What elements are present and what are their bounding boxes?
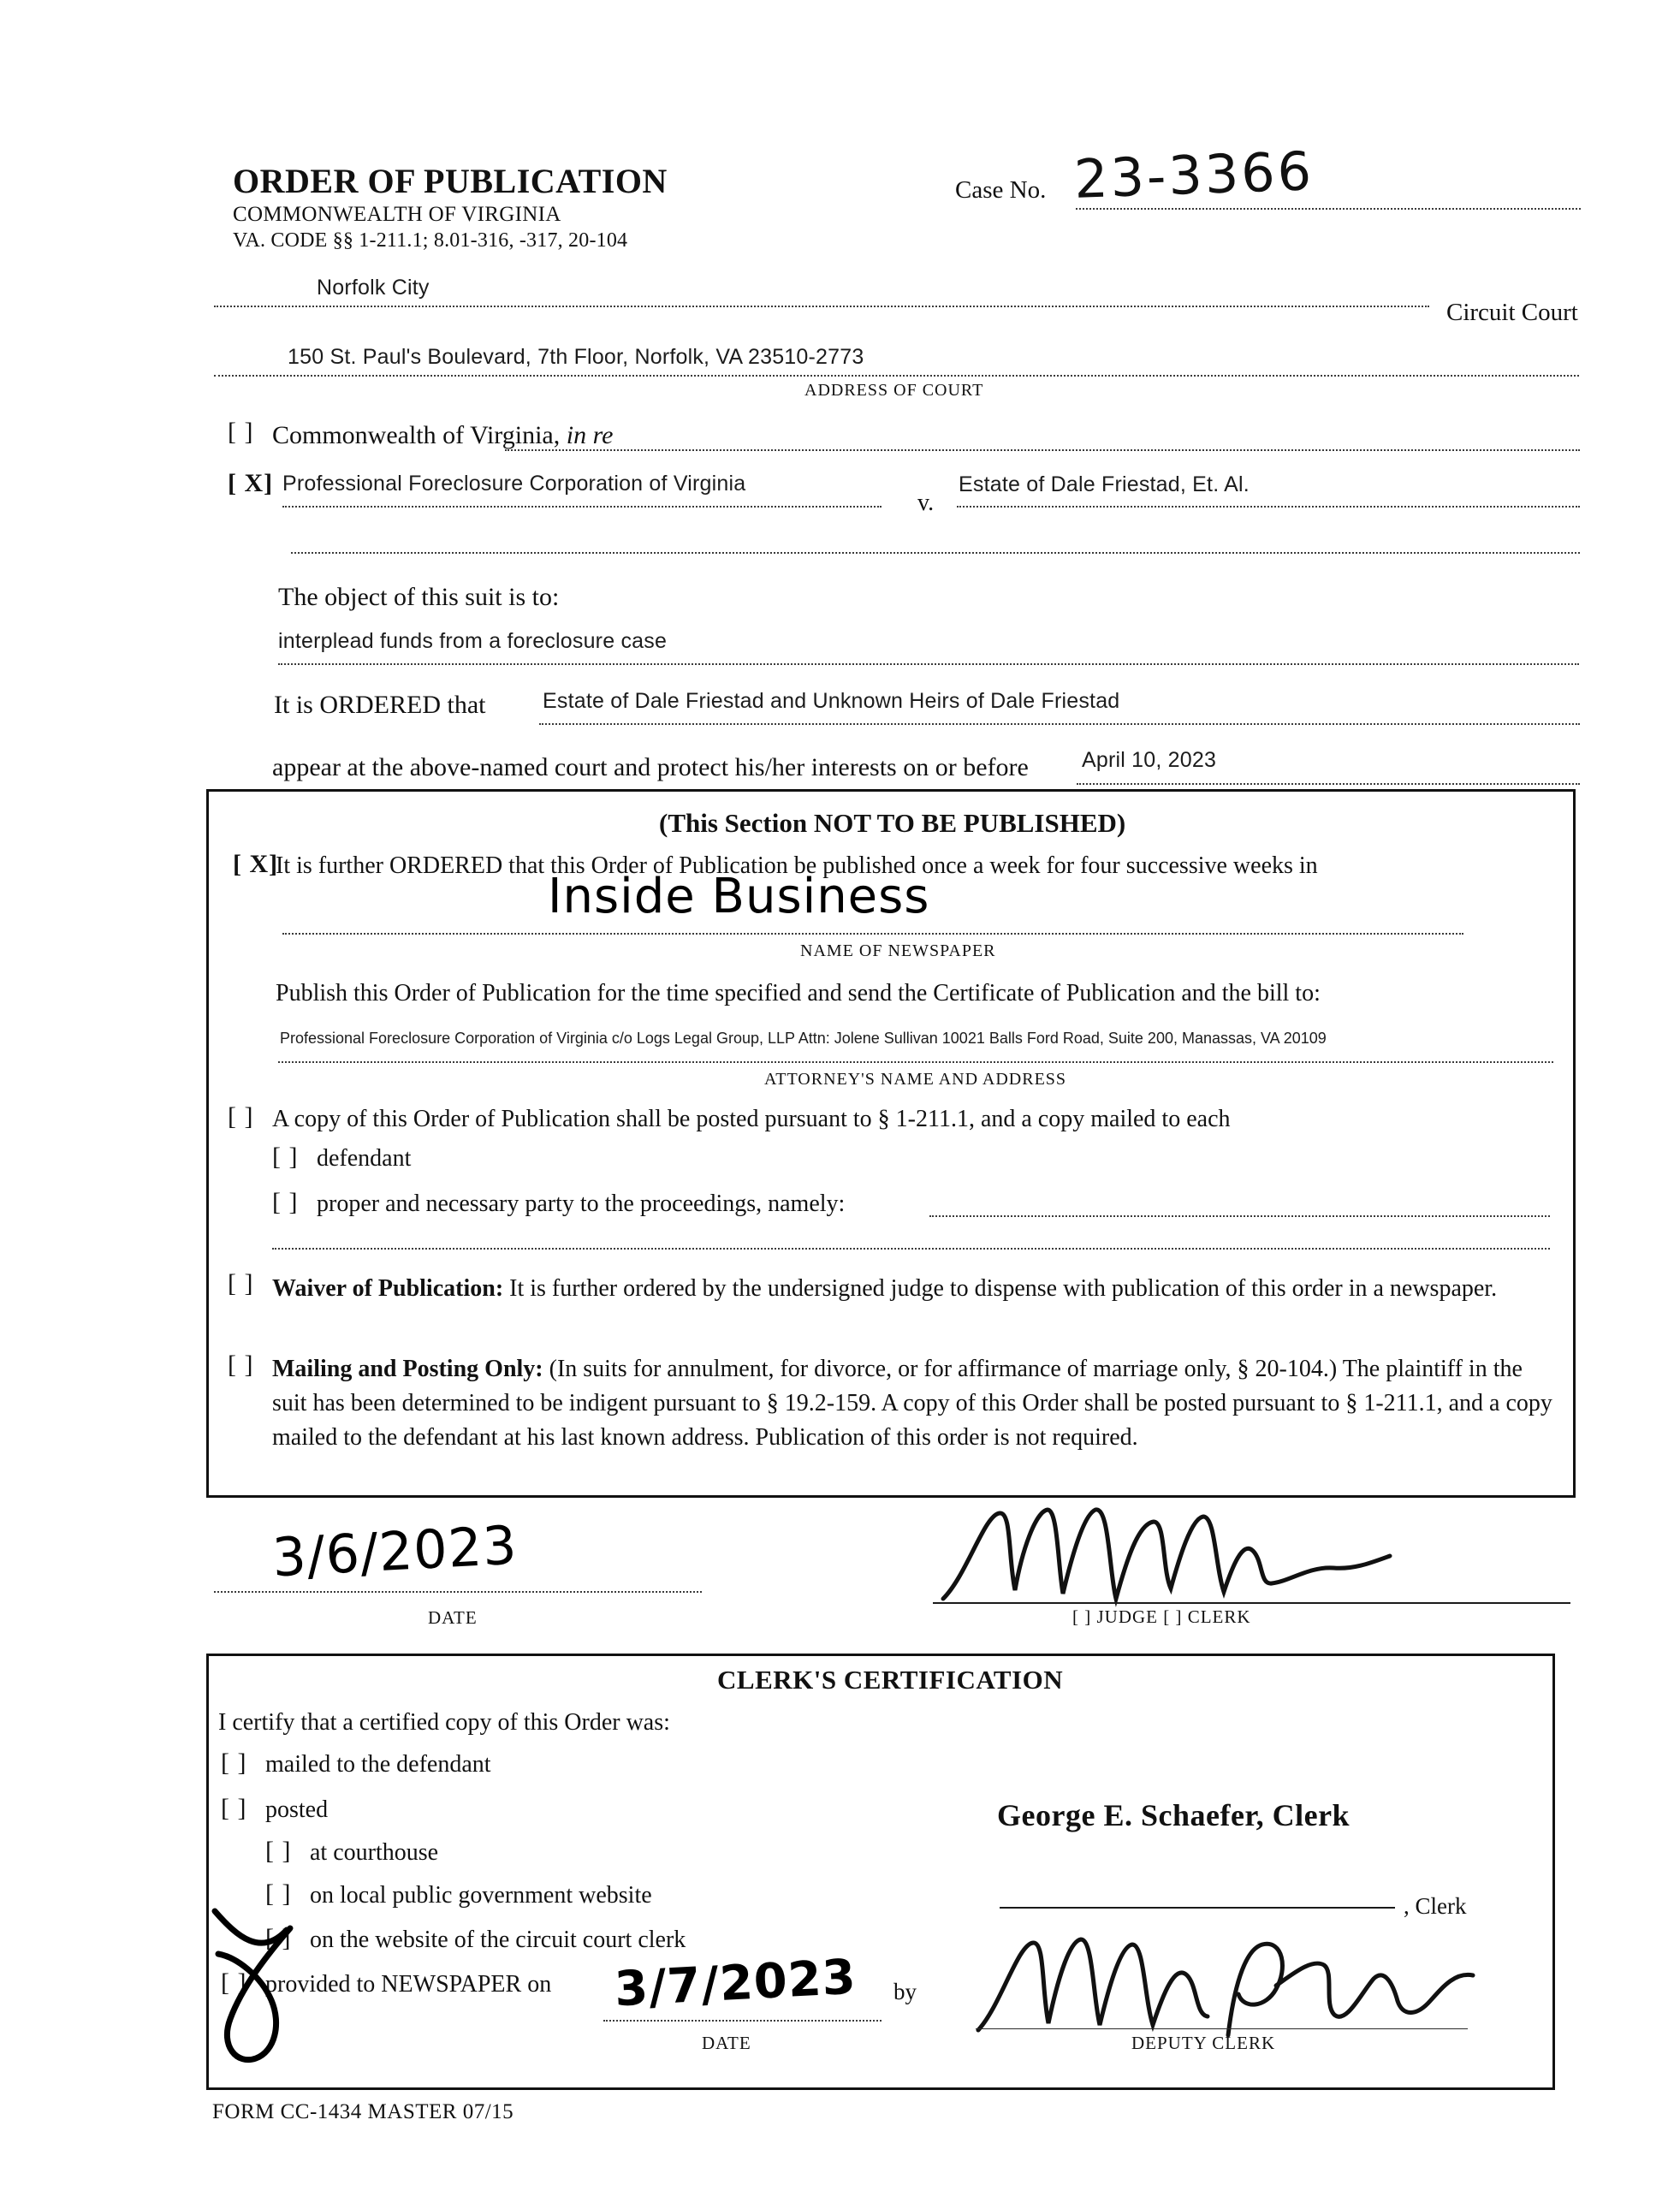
certification-date-rule [603,2020,882,2022]
checkbox-defendant[interactable]: [ ] [272,1143,299,1171]
order-date-rule [214,1591,702,1593]
certification-date-value[interactable]: 3/7/2023 [613,1949,858,2018]
checkbox-provided-to-newspaper[interactable]: [ ] [221,1968,247,1997]
attorney-address-rule [278,1061,1553,1063]
checkbox-waiver-of-publication[interactable]: [ ] [228,1269,254,1297]
newspaper-name-rule [282,933,1463,935]
case-number-label: Case No. [955,176,1047,204]
posted-label: posted [265,1796,329,1823]
mailing-body: (In suits for annulment, for divorce, or for affirmance of marriage only, § 20-104.) The plaintiff in the suit has been determined to be indigent pursuant to § 19.2-159. A copy of this Order shall be posted pursuant to § 1-211.1, and a copy mailed to the defendant at his last known address. Publication of this order is not required. [272,1356,1552,1451]
party-rule-second [291,552,1580,554]
ordered-party-value[interactable]: Estate of Dale Friestad and Unknown Heirs of Dale Friestad [543,689,1120,713]
it-is-ordered-label: It is ORDERED that [274,691,486,719]
circuit-court-label: Circuit Court [1446,299,1578,326]
form-id-footer: FORM CC-1434 MASTER 07/15 [212,2100,514,2123]
newspaper-name-value[interactable]: Inside Business [548,869,930,924]
proper-party-rule-2 [272,1248,1550,1250]
checkbox-circuit-court-clerk-website[interactable]: [ ] [265,1924,292,1952]
judge-clerk-signature-rule [933,1602,1570,1604]
in-re-rule [505,449,1580,451]
proper-party-rule-1 [929,1215,1550,1217]
court-name-rule [214,306,1429,307]
case-number-value[interactable]: 23-3366 [1072,140,1315,211]
va-code-subtitle: VA. CODE §§ 1-211.1; 8.01-316, -317, 20-104 [233,229,628,252]
in-re-label: in re [566,421,614,449]
checkbox-proper-party[interactable]: [ ] [272,1188,299,1216]
circuit-court-clerk-website-label: on the website of the circuit court clerk [310,1927,686,1953]
court-address-value[interactable]: 150 St. Paul's Boulevard, 7th Floor, Norfolk, VA 23510-2773 [288,345,864,369]
mailing-and-posting-paragraph [272,1352,1556,1455]
not-to-be-published-heading: (This Section NOT TO BE PUBLISHED) [659,808,1126,838]
versus-label: v. [917,490,935,516]
mailing-title: Mailing and Posting Only: [272,1356,543,1382]
copy-posted-text: A copy of this Order of Publication shall be posted pursuant to § 1-211.1, and a copy mailed to each [272,1106,1231,1132]
ordered-party-rule [539,723,1580,725]
checkbox-local-public-government-website[interactable]: [ ] [265,1879,292,1908]
object-of-suit-value[interactable]: interplead funds from a foreclosure case [278,629,668,653]
case-number-rule [1076,208,1581,210]
checkbox-party-caption[interactable]: [ X] [228,469,274,497]
publish-four-weeks-text: It is further ORDERED that this Order of Publication be published once a week for four successive weeks in [276,852,1318,879]
judge-clerk-labels: [ ] JUDGE [ ] CLERK [1072,1606,1251,1627]
clerk-suffix-label: , Clerk [1404,1893,1467,1919]
defendant-rule [957,506,1580,508]
commonwealth-subtitle: COMMONWEALTH OF VIRGINIA [233,203,561,226]
plaintiff-rule [282,506,882,508]
order-date-value[interactable]: 3/6/2023 [270,1513,519,1589]
object-of-suit-rule [278,663,1579,665]
waiver-of-publication-paragraph [272,1272,1556,1306]
deputy-clerk-label: DEPUTY CLERK [1131,2033,1276,2053]
appear-before-label: appear at the above-named court and protect his/her interests on or before [272,753,1029,781]
defendant-option-label: defendant [317,1145,412,1172]
provided-to-newspaper-label: provided to NEWSPAPER on [265,1971,552,1998]
publish-bill-to-text: Publish this Order of Publication for the time specified and send the Certificate of Publication and the bill to: [276,980,1321,1006]
waiver-title: Waiver of Publication: [272,1275,504,1302]
commonwealth-in-re-label [272,421,613,450]
attorney-address-value[interactable]: Professional Foreclosure Corporation of Virginia c/o Logs Legal Group, LLP Attn: Jolene Sullivan 10021 Balls Ford Road, Suite 200, Manassas, VA 20109 [280,1030,1327,1047]
attorney-address-label: ATTORNEY'S NAME AND ADDRESS [764,1070,1067,1089]
checkbox-mailing-and-posting-only[interactable]: [ ] [228,1351,254,1379]
judge-signature[interactable] [933,1498,1463,1609]
certification-intro-text: I certify that a certified copy of this Order was: [218,1709,670,1736]
deputy-clerk-signature[interactable] [971,1926,1485,2046]
court-address-rule [214,375,1579,377]
court-address-label: ADDRESS OF COURT [804,381,984,400]
checkbox-mailed-to-defendant[interactable]: [ ] [221,1749,247,1777]
clerk-printed-name: George E. Schaefer, Clerk [997,1798,1351,1832]
page-title: ORDER OF PUBLICATION [233,162,668,200]
object-of-suit-label: The object of this suit is to: [278,583,560,611]
checkbox-copy-posted[interactable]: [ ] [228,1102,254,1131]
appear-before-rule [1077,783,1580,785]
at-courthouse-label: at courthouse [310,1839,439,1866]
local-public-government-website-label: on local public government website [310,1882,652,1909]
checkbox-publish-four-weeks[interactable]: [ X] [233,850,279,878]
clerk-signature-rule [1000,1907,1395,1909]
defendant-value[interactable]: Estate of Dale Friestad, Et. Al. [959,472,1250,496]
certification-date-label: DATE [702,2033,751,2053]
deputy-clerk-rule [976,2028,1468,2029]
newspaper-name-label: NAME OF NEWSPAPER [800,941,996,960]
order-date-label: DATE [428,1607,478,1628]
proper-party-label: proper and necessary party to the proceedings, namely: [317,1191,846,1217]
commonwealth-label: Commonwealth of Virginia, [272,421,561,449]
certification-by-label: by [893,1979,917,2004]
checkbox-at-courthouse[interactable]: [ ] [265,1837,292,1865]
mailed-to-defendant-label: mailed to the defendant [265,1751,491,1778]
appear-before-date[interactable]: April 10, 2023 [1082,748,1217,772]
plaintiff-value[interactable]: Professional Foreclosure Corporation of Virginia [282,472,746,496]
checkbox-commonwealth-in-re[interactable]: [ ] [228,418,254,446]
checkbox-posted[interactable]: [ ] [221,1794,247,1822]
court-name-value[interactable]: Norfolk City [317,276,430,300]
clerks-certification-heading: CLERK'S CERTIFICATION [717,1665,1064,1695]
waiver-body: It is further ordered by the undersigned judge to dispense with publication of this order in a newspaper. [509,1275,1498,1302]
